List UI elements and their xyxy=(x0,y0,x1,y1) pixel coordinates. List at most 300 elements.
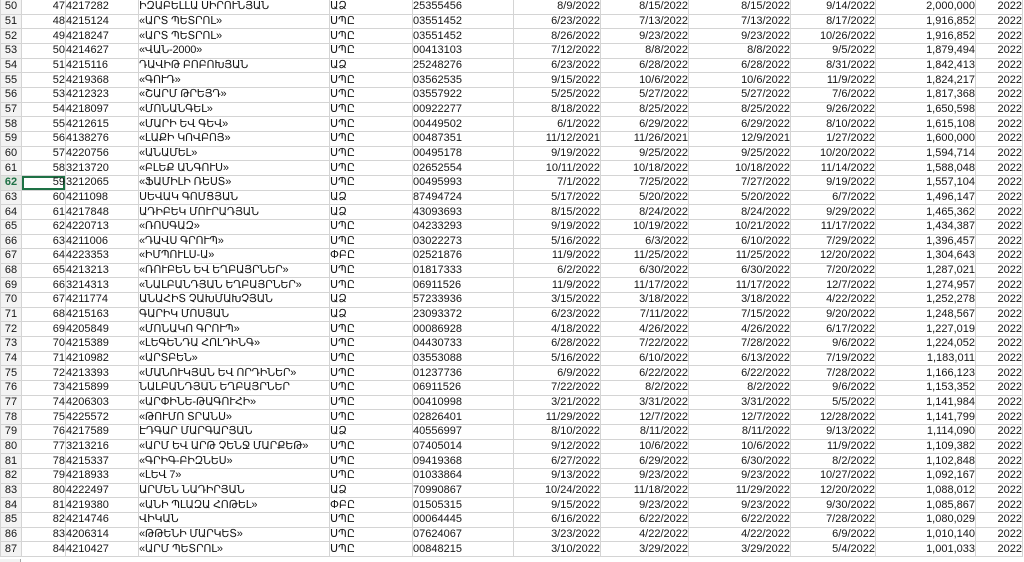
cell-date-1[interactable]: 8/10/2022 xyxy=(514,425,601,440)
cell-date-1[interactable]: 9/12/2022 xyxy=(514,439,601,454)
cell-registry-id[interactable]: 4206314 xyxy=(66,527,139,542)
cell-year[interactable]: 2022 xyxy=(976,322,1023,337)
cell-amount[interactable]: 1,287,021 xyxy=(876,263,976,278)
cell-year[interactable]: 2022 xyxy=(976,175,1023,190)
cell-amount[interactable]: 1,434,387 xyxy=(876,219,976,234)
cell-tax-id[interactable]: 07405014 xyxy=(413,439,514,454)
cell-name[interactable]: «ԱՐՏԲԵՆ» xyxy=(139,351,330,366)
cell-name[interactable]: «ՖԱՄԻԼԻ ՌԵՍՏ» xyxy=(139,175,330,190)
cell-registry-id[interactable]: 4138276 xyxy=(66,131,139,146)
cell-date-3[interactable]: 6/10/2022 xyxy=(689,234,791,249)
cell-date-4[interactable]: 9/5/2022 xyxy=(791,43,876,58)
cell-seq-no[interactable]: 72 xyxy=(22,366,66,381)
cell-date-1[interactable]: 5/25/2022 xyxy=(514,87,601,102)
cell-year[interactable]: 2022 xyxy=(976,234,1023,249)
cell-seq-no[interactable]: 71 xyxy=(22,351,66,366)
cell-name[interactable]: «ԱՐՓԻՆԵ-ԹԱԳՈՒՀԻ» xyxy=(139,395,330,410)
cell-year[interactable]: 2022 xyxy=(976,454,1023,469)
cell-legal-form[interactable]: ՍՊԸ xyxy=(330,454,413,469)
cell-date-1[interactable]: 5/17/2022 xyxy=(514,190,601,205)
cell-seq-no[interactable]: 54 xyxy=(22,102,66,117)
cell-tax-id[interactable]: 00413103 xyxy=(413,43,514,58)
cell-date-2[interactable]: 10/18/2022 xyxy=(601,161,689,176)
cell-date-3[interactable]: 6/28/2022 xyxy=(689,58,791,73)
cell-seq-no[interactable]: 61 xyxy=(22,205,66,220)
cell-name[interactable]: «ԼԵՎ 7» xyxy=(139,469,330,484)
cell-year[interactable]: 2022 xyxy=(976,146,1023,161)
cell-date-3[interactable]: 6/22/2022 xyxy=(689,512,791,527)
cell-tax-id[interactable]: 00495178 xyxy=(413,146,514,161)
cell-year[interactable]: 2022 xyxy=(976,58,1023,73)
cell-date-4[interactable]: 9/6/2022 xyxy=(791,381,876,396)
cell-year[interactable]: 2022 xyxy=(976,410,1023,425)
cell-registry-id[interactable]: 4212615 xyxy=(66,117,139,132)
cell-legal-form[interactable]: ՍՊԸ xyxy=(330,542,413,557)
cell-date-2[interactable]: 6/30/2022 xyxy=(601,263,689,278)
cell-date-4[interactable]: 7/28/2022 xyxy=(791,512,876,527)
cell-tax-id[interactable]: 09419368 xyxy=(413,454,514,469)
cell-amount[interactable]: 1,080,029 xyxy=(876,512,976,527)
cell-date-1[interactable]: 9/15/2022 xyxy=(514,498,601,513)
row-header[interactable]: 52 xyxy=(1,29,22,44)
cell-amount[interactable]: 1,141,984 xyxy=(876,395,976,410)
cell-name[interactable]: ԱՆԱՀԻՏ ՉԱԽՄԱԽՉՅԱՆ xyxy=(139,293,330,308)
cell-amount[interactable]: 1,817,368 xyxy=(876,87,976,102)
cell-date-1[interactable]: 6/9/2022 xyxy=(514,366,601,381)
cell-date-3[interactable]: 7/15/2022 xyxy=(689,307,791,322)
cell-registry-id[interactable]: 4218933 xyxy=(66,469,139,484)
cell-date-2[interactable]: 3/29/2022 xyxy=(601,542,689,557)
cell-registry-id[interactable]: 4219368 xyxy=(66,73,139,88)
cell-registry-id[interactable]: 4218097 xyxy=(66,102,139,117)
cell-legal-form[interactable]: ՍՊԸ xyxy=(330,14,413,29)
cell-registry-id[interactable]: 4222497 xyxy=(66,483,139,498)
cell-tax-id[interactable]: 03551452 xyxy=(413,29,514,44)
row-header[interactable]: 87 xyxy=(1,542,22,557)
cell-date-3[interactable]: 11/17/2022 xyxy=(689,278,791,293)
cell-registry-id[interactable]: 4217589 xyxy=(66,425,139,440)
cell-date-3[interactable]: 5/20/2022 xyxy=(689,190,791,205)
cell-date-4[interactable]: 7/20/2022 xyxy=(791,263,876,278)
cell-name[interactable]: ՍԵՎԱԿ ԳՈՄՑՅԱՆ xyxy=(139,190,330,205)
cell-date-4[interactable]: 9/19/2022 xyxy=(791,175,876,190)
cell-legal-form[interactable]: ՍՊԸ xyxy=(330,73,413,88)
cell-year[interactable]: 2022 xyxy=(976,87,1023,102)
cell-tax-id[interactable]: 06911526 xyxy=(413,381,514,396)
cell-date-4[interactable]: 8/31/2022 xyxy=(791,58,876,73)
cell-date-2[interactable]: 7/13/2022 xyxy=(601,14,689,29)
row-header[interactable]: 54 xyxy=(1,58,22,73)
cell-date-2[interactable]: 7/22/2022 xyxy=(601,337,689,352)
cell-name[interactable]: «ԱՆԱՄԵԼ» xyxy=(139,146,330,161)
cell-date-1[interactable]: 3/21/2022 xyxy=(514,395,601,410)
cell-tax-id[interactable]: 00086928 xyxy=(413,322,514,337)
cell-seq-no[interactable]: 52 xyxy=(22,73,66,88)
cell-date-2[interactable]: 3/31/2022 xyxy=(601,395,689,410)
cell-date-3[interactable]: 8/15/2022 xyxy=(689,0,791,14)
cell-seq-no[interactable]: 70 xyxy=(22,337,66,352)
cell-name[interactable]: ՎԻԿԱՆ xyxy=(139,512,330,527)
cell-date-2[interactable]: 10/19/2022 xyxy=(601,219,689,234)
cell-date-3[interactable]: 12/7/2022 xyxy=(689,410,791,425)
cell-amount[interactable]: 1,141,799 xyxy=(876,410,976,425)
cell-tax-id[interactable]: 70990867 xyxy=(413,483,514,498)
cell-name[interactable]: ՆԱԼԲԱՆԴՅԱՆ ԵՂԲԱՅՐՆԵՐ xyxy=(139,381,330,396)
row-header[interactable]: 78 xyxy=(1,410,22,425)
cell-date-2[interactable]: 6/28/2022 xyxy=(601,58,689,73)
cell-legal-form[interactable]: ՍՊԸ xyxy=(330,29,413,44)
cell-seq-no[interactable]: 78 xyxy=(22,454,66,469)
cell-date-4[interactable]: 6/9/2022 xyxy=(791,527,876,542)
cell-tax-id[interactable]: 04430733 xyxy=(413,337,514,352)
cell-tax-id[interactable]: 03562535 xyxy=(413,73,514,88)
cell-legal-form[interactable]: ՍՊԸ xyxy=(330,527,413,542)
cell-date-3[interactable]: 12/9/2021 xyxy=(689,131,791,146)
row-header[interactable]: 50 xyxy=(1,0,22,14)
cell-tax-id[interactable]: 57233936 xyxy=(413,293,514,308)
cell-registry-id[interactable]: 3213216 xyxy=(66,439,139,454)
cell-year[interactable]: 2022 xyxy=(976,131,1023,146)
cell-name[interactable]: «ՌՈՒԲԵՆ ԵՎ ԵՂԲԱՅՐՆԵՐ» xyxy=(139,263,330,278)
cell-date-4[interactable]: 11/14/2022 xyxy=(791,161,876,176)
cell-date-1[interactable]: 6/1/2022 xyxy=(514,117,601,132)
cell-seq-no[interactable]: 62 xyxy=(22,219,66,234)
cell-seq-no[interactable]: 80 xyxy=(22,483,66,498)
cell-registry-id[interactable]: 4220713 xyxy=(66,219,139,234)
cell-date-3[interactable]: 7/27/2022 xyxy=(689,175,791,190)
cell-name[interactable]: «ԹԹԵՆԻ ՄԱՐԿԵՏ» xyxy=(139,527,330,542)
cell-legal-form[interactable]: ՍՊԸ xyxy=(330,146,413,161)
cell-name[interactable]: «ՄՈՆԱԿՈ ԳՐՈՒՊ» xyxy=(139,322,330,337)
cell-year[interactable]: 2022 xyxy=(976,117,1023,132)
cell-amount[interactable]: 1,842,413 xyxy=(876,58,976,73)
cell-seq-no[interactable]: 55 xyxy=(22,117,66,132)
cell-date-4[interactable]: 10/20/2022 xyxy=(791,146,876,161)
cell-date-1[interactable]: 6/16/2022 xyxy=(514,512,601,527)
cell-date-1[interactable]: 9/15/2022 xyxy=(514,73,601,88)
cell-amount[interactable]: 1,396,457 xyxy=(876,234,976,249)
cell-year[interactable]: 2022 xyxy=(976,527,1023,542)
cell-name[interactable]: «ԱՐՏ ՊԵՏՐՈԼ» xyxy=(139,29,330,44)
cell-date-2[interactable]: 10/6/2022 xyxy=(601,439,689,454)
cell-registry-id[interactable]: 4215337 xyxy=(66,454,139,469)
row-header[interactable]: 71 xyxy=(1,307,22,322)
cell-name[interactable]: «ԲԼԵՔ ԱՆԳՈՒՍ» xyxy=(139,161,330,176)
cell-date-4[interactable]: 5/4/2022 xyxy=(791,542,876,557)
cell-date-4[interactable]: 7/28/2022 xyxy=(791,366,876,381)
cell-legal-form[interactable]: ՍՊԸ xyxy=(330,219,413,234)
cell-name[interactable]: «ԹՈՒՄՈ ՏՐԱՆՍ» xyxy=(139,410,330,425)
row-header[interactable]: 56 xyxy=(1,87,22,102)
cell-tax-id[interactable]: 03557922 xyxy=(413,87,514,102)
cell-registry-id[interactable]: 4218247 xyxy=(66,29,139,44)
cell-year[interactable]: 2022 xyxy=(976,337,1023,352)
cell-legal-form[interactable]: ԱՁ xyxy=(330,307,413,322)
row-header[interactable]: 63 xyxy=(1,190,22,205)
cell-date-2[interactable]: 8/24/2022 xyxy=(601,205,689,220)
cell-year[interactable]: 2022 xyxy=(976,425,1023,440)
cell-legal-form[interactable]: ՍՊԸ xyxy=(330,87,413,102)
cell-year[interactable]: 2022 xyxy=(976,381,1023,396)
cell-legal-form[interactable]: ՍՊԸ xyxy=(330,410,413,425)
cell-date-2[interactable]: 7/11/2022 xyxy=(601,307,689,322)
row-header[interactable]: 85 xyxy=(1,512,22,527)
cell-date-3[interactable]: 9/23/2022 xyxy=(689,29,791,44)
cell-date-4[interactable]: 4/22/2022 xyxy=(791,293,876,308)
cell-date-3[interactable]: 8/11/2022 xyxy=(689,425,791,440)
cell-amount[interactable]: 1,114,090 xyxy=(876,425,976,440)
cell-date-1[interactable]: 8/26/2022 xyxy=(514,29,601,44)
cell-legal-form[interactable]: ՍՊԸ xyxy=(330,161,413,176)
row-header[interactable]: 77 xyxy=(1,395,22,410)
row-header[interactable]: 84 xyxy=(1,498,22,513)
row-header[interactable]: 83 xyxy=(1,483,22,498)
cell-seq-no[interactable]: 84 xyxy=(22,542,66,557)
cell-seq-no[interactable]: 79 xyxy=(22,469,66,484)
cell-tax-id[interactable]: 25248276 xyxy=(413,58,514,73)
row-header[interactable]: 81 xyxy=(1,454,22,469)
cell-year[interactable]: 2022 xyxy=(976,483,1023,498)
cell-date-4[interactable]: 6/17/2022 xyxy=(791,322,876,337)
cell-legal-form[interactable]: ԱՁ xyxy=(330,425,413,440)
cell-amount[interactable]: 1,224,052 xyxy=(876,337,976,352)
cell-date-1[interactable]: 8/9/2022 xyxy=(514,0,601,14)
cell-date-1[interactable]: 5/16/2022 xyxy=(514,351,601,366)
cell-date-3[interactable]: 9/25/2022 xyxy=(689,146,791,161)
cell-year[interactable]: 2022 xyxy=(976,29,1023,44)
cell-legal-form[interactable]: ՍՊԸ xyxy=(330,117,413,132)
cell-year[interactable]: 2022 xyxy=(976,498,1023,513)
cell-legal-form[interactable]: ՍՊԸ xyxy=(330,395,413,410)
cell-date-4[interactable]: 9/6/2022 xyxy=(791,337,876,352)
cell-legal-form[interactable]: ՓԲԸ xyxy=(330,249,413,264)
cell-registry-id[interactable]: 4214746 xyxy=(66,512,139,527)
cell-seq-no[interactable]: 65 xyxy=(22,263,66,278)
cell-legal-form[interactable]: ՍՊԸ xyxy=(330,469,413,484)
cell-year[interactable]: 2022 xyxy=(976,278,1023,293)
cell-date-2[interactable]: 6/29/2022 xyxy=(601,117,689,132)
cell-registry-id[interactable]: 4206303 xyxy=(66,395,139,410)
cell-registry-id[interactable]: 4217848 xyxy=(66,205,139,220)
cell-date-3[interactable]: 10/6/2022 xyxy=(689,439,791,454)
row-header[interactable]: 64 xyxy=(1,205,22,220)
cell-name[interactable]: «ԳՐԻԳ-ԲԻԶՆԵՍ» xyxy=(139,454,330,469)
cell-name[interactable]: «ՄՈՆԱՆԳԵԼ» xyxy=(139,102,330,117)
cell-date-1[interactable]: 3/23/2022 xyxy=(514,527,601,542)
row-header[interactable]: 72 xyxy=(1,322,22,337)
cell-amount[interactable]: 1,594,714 xyxy=(876,146,976,161)
cell-registry-id[interactable]: 4211774 xyxy=(66,293,139,308)
cell-tax-id[interactable]: 01505315 xyxy=(413,498,514,513)
cell-date-4[interactable]: 11/9/2022 xyxy=(791,439,876,454)
cell-date-2[interactable]: 10/6/2022 xyxy=(601,73,689,88)
cell-amount[interactable]: 1,252,278 xyxy=(876,293,976,308)
cell-name[interactable]: «ԱՐՄ ՊԵՏՐՈԼ» xyxy=(139,542,330,557)
cell-registry-id[interactable]: 4210982 xyxy=(66,351,139,366)
cell-name[interactable]: ԳԱՐԻԿ ՄՈՍՅԱՆ xyxy=(139,307,330,322)
cell-date-1[interactable]: 3/15/2022 xyxy=(514,293,601,308)
row-header[interactable]: 74 xyxy=(1,351,22,366)
cell-date-2[interactable]: 6/29/2022 xyxy=(601,454,689,469)
cell-legal-form[interactable]: ՓԲԸ xyxy=(330,498,413,513)
cell-date-3[interactable]: 4/22/2022 xyxy=(689,527,791,542)
cell-date-3[interactable]: 9/23/2022 xyxy=(689,498,791,513)
cell-tax-id[interactable]: 04233293 xyxy=(413,219,514,234)
cell-name[interactable]: «ՌՈՍԳԱԶ» xyxy=(139,219,330,234)
cell-legal-form[interactable]: ՍՊԸ xyxy=(330,439,413,454)
cell-legal-form[interactable]: ԱՁ xyxy=(330,483,413,498)
row-header[interactable]: 51 xyxy=(1,14,22,29)
cell-seq-no[interactable]: 47 xyxy=(22,0,66,14)
row-header[interactable]: 58 xyxy=(1,117,22,132)
cell-date-3[interactable]: 10/6/2022 xyxy=(689,73,791,88)
row-header[interactable]: 53 xyxy=(1,43,22,58)
cell-date-4[interactable]: 9/20/2022 xyxy=(791,307,876,322)
cell-seq-no[interactable]: 48 xyxy=(22,14,66,29)
cell-amount[interactable]: 1,916,852 xyxy=(876,29,976,44)
cell-date-2[interactable]: 8/8/2022 xyxy=(601,43,689,58)
cell-date-1[interactable]: 6/27/2022 xyxy=(514,454,601,469)
cell-registry-id[interactable]: 4225572 xyxy=(66,410,139,425)
cell-seq-no[interactable]: 57 xyxy=(22,146,66,161)
cell-date-1[interactable]: 8/18/2022 xyxy=(514,102,601,117)
cell-name[interactable]: «ԼԱՔԻ ԿՈՎԲՈՅ» xyxy=(139,131,330,146)
cell-date-2[interactable]: 9/23/2022 xyxy=(601,469,689,484)
row-header[interactable]: 86 xyxy=(1,527,22,542)
cell-registry-id[interactable]: 4215116 xyxy=(66,58,139,73)
cell-name[interactable]: «ՄԱՆՈՒԿՅԱՆ ԵՎ ՈՐԴԻՆԵՐ» xyxy=(139,366,330,381)
row-header[interactable]: 66 xyxy=(1,234,22,249)
cell-name[interactable]: «ԱՐՄ ԵՎ ԱՐԹ ՉԵՆՋ ՄԱՐՔԵԹ» xyxy=(139,439,330,454)
cell-registry-id[interactable]: 4217282 xyxy=(66,0,139,14)
cell-seq-no[interactable]: 56 xyxy=(22,131,66,146)
cell-date-2[interactable]: 4/26/2022 xyxy=(601,322,689,337)
cell-legal-form[interactable]: ՍՊԸ xyxy=(330,381,413,396)
cell-date-1[interactable]: 8/15/2022 xyxy=(514,205,601,220)
cell-date-2[interactable]: 11/18/2022 xyxy=(601,483,689,498)
cell-year[interactable]: 2022 xyxy=(976,161,1023,176)
cell-date-1[interactable]: 6/23/2022 xyxy=(514,307,601,322)
row-header[interactable]: 82 xyxy=(1,469,22,484)
cell-date-1[interactable]: 6/28/2022 xyxy=(514,337,601,352)
cell-legal-form[interactable]: ԱՁ xyxy=(330,58,413,73)
cell-name[interactable]: «ԳՈՒԴ» xyxy=(139,73,330,88)
cell-name[interactable]: «ԴԱՎՍ ԳՐՈՒՊ» xyxy=(139,234,330,249)
cell-date-3[interactable]: 6/29/2022 xyxy=(689,117,791,132)
cell-legal-form[interactable]: ՍՊԸ xyxy=(330,234,413,249)
cell-date-4[interactable]: 8/17/2022 xyxy=(791,14,876,29)
cell-date-3[interactable]: 4/26/2022 xyxy=(689,322,791,337)
cell-date-1[interactable]: 9/13/2022 xyxy=(514,469,601,484)
cell-date-2[interactable]: 11/25/2022 xyxy=(601,249,689,264)
cell-seq-no[interactable]: 49 xyxy=(22,29,66,44)
cell-tax-id[interactable]: 03551452 xyxy=(413,14,514,29)
cell-date-3[interactable]: 9/23/2022 xyxy=(689,469,791,484)
cell-date-4[interactable]: 9/14/2022 xyxy=(791,0,876,14)
cell-registry-id[interactable]: 4214627 xyxy=(66,43,139,58)
cell-year[interactable]: 2022 xyxy=(976,190,1023,205)
cell-date-2[interactable]: 6/10/2022 xyxy=(601,351,689,366)
cell-tax-id[interactable]: 00495993 xyxy=(413,175,514,190)
cell-year[interactable]: 2022 xyxy=(976,469,1023,484)
cell-date-4[interactable]: 12/20/2022 xyxy=(791,483,876,498)
cell-date-1[interactable]: 6/23/2022 xyxy=(514,58,601,73)
row-header[interactable]: 73 xyxy=(1,337,22,352)
cell-amount[interactable]: 1,465,362 xyxy=(876,205,976,220)
cell-seq-no[interactable]: 53 xyxy=(22,87,66,102)
cell-amount[interactable]: 1,615,108 xyxy=(876,117,976,132)
cell-legal-form[interactable]: ՍՊԸ xyxy=(330,43,413,58)
cell-date-1[interactable]: 6/2/2022 xyxy=(514,263,601,278)
cell-date-2[interactable]: 8/15/2022 xyxy=(601,0,689,14)
cell-registry-id[interactable]: 4212323 xyxy=(66,87,139,102)
cell-date-1[interactable]: 6/23/2022 xyxy=(514,14,601,29)
cell-year[interactable]: 2022 xyxy=(976,366,1023,381)
row-header[interactable]: 61 xyxy=(1,161,22,176)
row-header[interactable]: 79 xyxy=(1,425,22,440)
row-header[interactable]: 60 xyxy=(1,146,22,161)
cell-registry-id[interactable]: 4219380 xyxy=(66,498,139,513)
cell-date-2[interactable]: 11/26/2021 xyxy=(601,131,689,146)
cell-registry-id[interactable]: 3212065 xyxy=(66,175,139,190)
cell-date-4[interactable]: 12/28/2022 xyxy=(791,410,876,425)
row-header[interactable]: 76 xyxy=(1,381,22,396)
cell-legal-form[interactable]: ՍՊԸ xyxy=(330,263,413,278)
cell-year[interactable]: 2022 xyxy=(976,43,1023,58)
cell-date-2[interactable]: 8/25/2022 xyxy=(601,102,689,117)
cell-date-4[interactable]: 9/13/2022 xyxy=(791,425,876,440)
cell-seq-no[interactable]: 73 xyxy=(22,381,66,396)
cell-date-4[interactable]: 1/27/2022 xyxy=(791,131,876,146)
cell-year[interactable]: 2022 xyxy=(976,249,1023,264)
row-header[interactable]: 68 xyxy=(1,263,22,278)
cell-date-2[interactable]: 5/20/2022 xyxy=(601,190,689,205)
cell-year[interactable]: 2022 xyxy=(976,0,1023,14)
cell-legal-form[interactable]: ՍՊԸ xyxy=(330,278,413,293)
cell-tax-id[interactable]: 23093372 xyxy=(413,307,514,322)
cell-registry-id[interactable]: 4223353 xyxy=(66,249,139,264)
cell-date-3[interactable]: 11/29/2022 xyxy=(689,483,791,498)
cell-amount[interactable]: 1,109,382 xyxy=(876,439,976,454)
cell-legal-form[interactable]: ՍՊԸ xyxy=(330,337,413,352)
row-header[interactable]: 55 xyxy=(1,73,22,88)
cell-registry-id[interactable]: 4215124 xyxy=(66,14,139,29)
cell-date-1[interactable]: 7/22/2022 xyxy=(514,381,601,396)
cell-amount[interactable]: 1,650,598 xyxy=(876,102,976,117)
cell-amount[interactable]: 1,088,012 xyxy=(876,483,976,498)
cell-date-3[interactable]: 3/29/2022 xyxy=(689,542,791,557)
cell-tax-id[interactable]: 03022273 xyxy=(413,234,514,249)
cell-legal-form[interactable]: ՍՊԸ xyxy=(330,351,413,366)
cell-amount[interactable]: 1,879,494 xyxy=(876,43,976,58)
cell-amount[interactable]: 1,001,033 xyxy=(876,542,976,557)
cell-year[interactable]: 2022 xyxy=(976,14,1023,29)
cell-registry-id[interactable]: 4211006 xyxy=(66,234,139,249)
cell-seq-no[interactable]: 66 xyxy=(22,278,66,293)
cell-tax-id[interactable]: 01817333 xyxy=(413,263,514,278)
cell-year[interactable]: 2022 xyxy=(976,395,1023,410)
cell-seq-no[interactable]: 74 xyxy=(22,395,66,410)
cell-date-4[interactable]: 11/9/2022 xyxy=(791,73,876,88)
row-header[interactable]: 59 xyxy=(1,131,22,146)
cell-date-3[interactable]: 3/31/2022 xyxy=(689,395,791,410)
cell-seq-no[interactable]: 60 xyxy=(22,190,66,205)
cell-date-2[interactable]: 12/7/2022 xyxy=(601,410,689,425)
cell-amount[interactable]: 1,227,019 xyxy=(876,322,976,337)
cell-name[interactable]: «ԱՐՏ ՊԵՏՐՈԼ» xyxy=(139,14,330,29)
cell-date-3[interactable]: 6/30/2022 xyxy=(689,263,791,278)
cell-seq-no[interactable]: 64 xyxy=(22,249,66,264)
